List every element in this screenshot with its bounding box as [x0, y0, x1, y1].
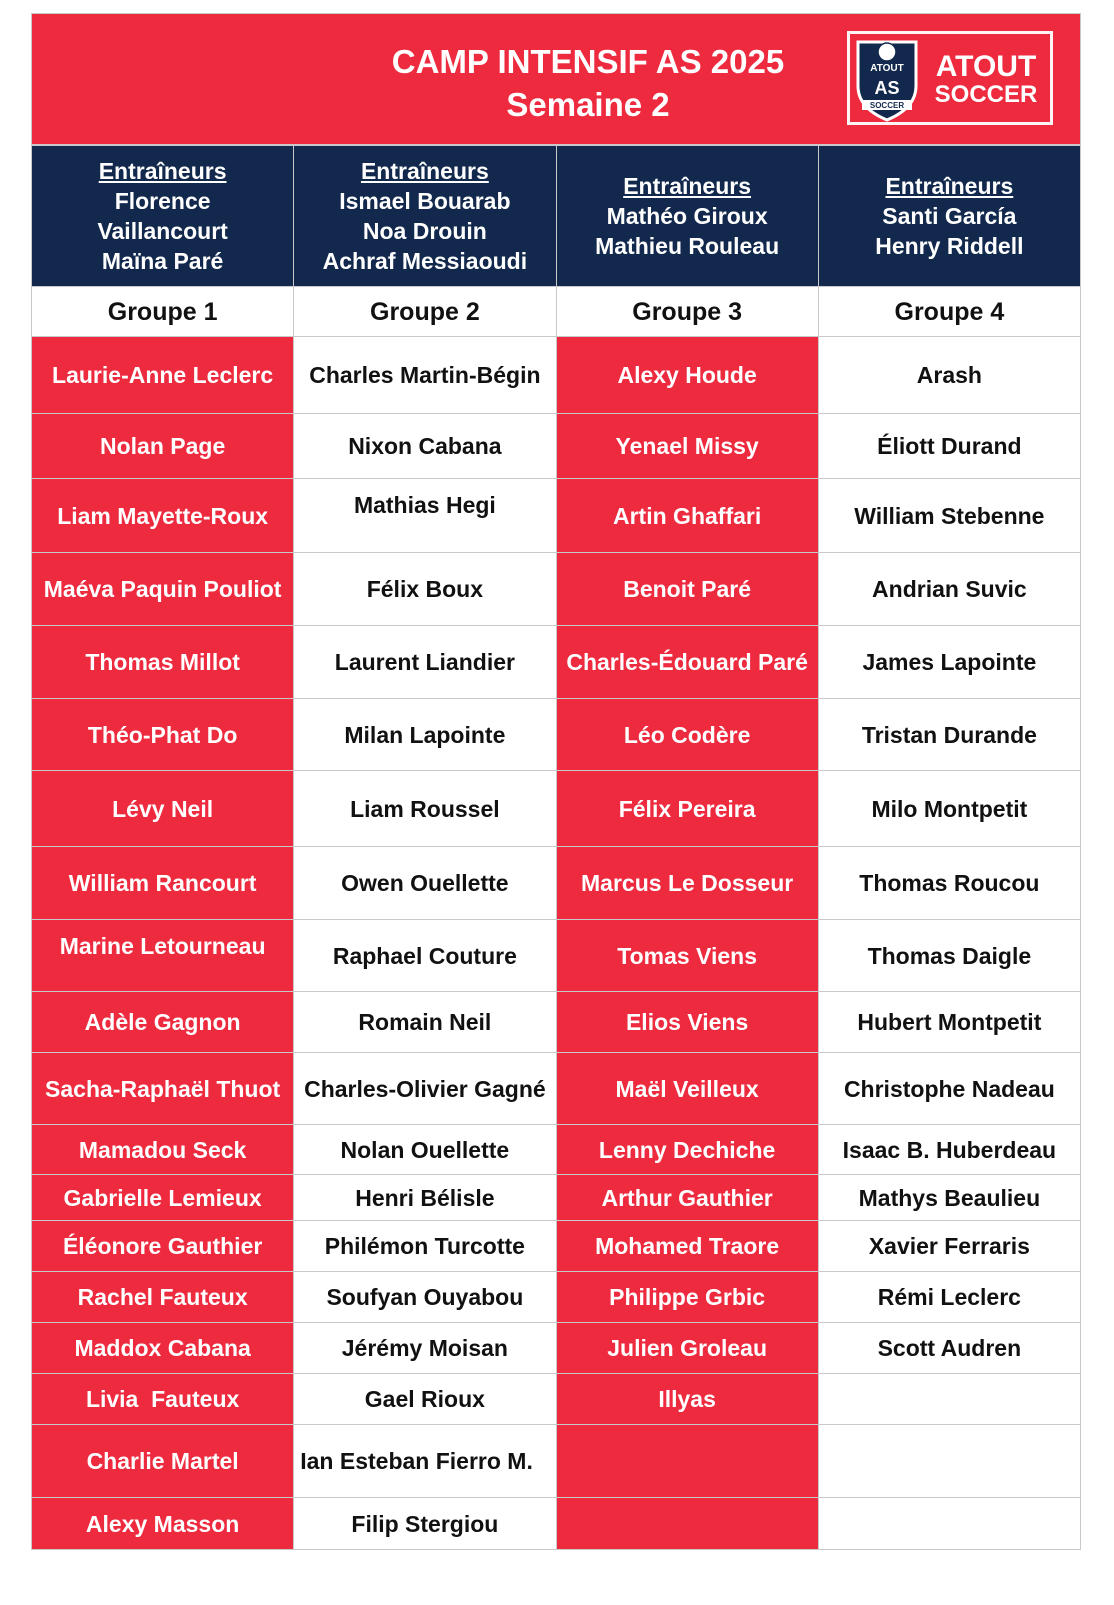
player-cell: Hubert Montpetit [818, 992, 1080, 1053]
player-cell: Liam Roussel [294, 771, 556, 847]
logo-badge-bottom: SOCCER [869, 101, 905, 110]
player-cell: Alexy Houde [556, 337, 818, 414]
player-cell: Rémi Leclerc [818, 1272, 1080, 1323]
coach-cell-group-4 [818, 146, 1080, 287]
logo-badge-top: ATOUT [870, 63, 904, 74]
player-row [32, 992, 1081, 1053]
roster-table [31, 145, 1081, 1550]
group-header-3: Groupe 3 [556, 287, 818, 337]
coach-heading: Entraîneurs [98, 158, 227, 184]
player-cell: Thomas Daigle [818, 920, 1080, 992]
player-cell: Marcus Le Dosseur [556, 847, 818, 920]
player-cell: Illyas [556, 1374, 818, 1425]
player-cell [818, 1374, 1080, 1425]
player-cell: Livia Fauteux [32, 1374, 294, 1425]
coach-heading: Entraîneurs [885, 173, 1014, 199]
player-row [32, 847, 1081, 920]
player-row [32, 920, 1081, 992]
player-row [32, 1323, 1081, 1374]
player-cell: Marine Letourneau [32, 920, 294, 992]
player-cell: Léo Codère [556, 699, 818, 771]
player-row [32, 1175, 1081, 1221]
player-row [32, 626, 1081, 699]
player-cell: Gael Rioux [294, 1374, 556, 1425]
coach-cell-group-1 [32, 146, 294, 287]
player-cell: Elios Viens [556, 992, 818, 1053]
player-cell: Sacha-Raphaël Thuot [32, 1053, 294, 1125]
coach-heading: Entraîneurs [360, 158, 489, 184]
player-cell: Arash [818, 337, 1080, 414]
player-cell [556, 1498, 818, 1550]
player-cell: Théo-Phat Do [32, 699, 294, 771]
player-row [32, 1125, 1081, 1175]
player-cell: Charles-Olivier Gagné [294, 1053, 556, 1125]
player-cell: Félix Boux [294, 553, 556, 626]
player-cell: Maéva Paquin Pouliot [32, 553, 294, 626]
coach-cell-group-2 [294, 146, 556, 287]
player-cell: Charles-Édouard Paré [556, 626, 818, 699]
player-cell: Filip Stergiou [294, 1498, 556, 1550]
player-cell: Éléonore Gauthier [32, 1221, 294, 1272]
title-line-1: CAMP INTENSIF AS 2025 [391, 43, 785, 80]
coach-name: Mathieu Rouleau [595, 233, 780, 259]
player-row [32, 699, 1081, 771]
player-row [32, 414, 1081, 479]
player-cell: Xavier Ferraris [818, 1221, 1080, 1272]
player-cell: William Stebenne [818, 479, 1080, 553]
player-cell: Mohamed Traore [556, 1221, 818, 1272]
player-cell: Nolan Ouellette [294, 1125, 556, 1175]
player-cell: Lenny Dechiche [556, 1125, 818, 1175]
player-cell: Lévy Neil [32, 771, 294, 847]
player-row [32, 553, 1081, 626]
player-cell: Milan Lapointe [294, 699, 556, 771]
player-cell: Isaac B. Huberdeau [818, 1125, 1080, 1175]
coach-name: Maïna Paré [101, 248, 224, 274]
atout-soccer-logo [844, 28, 1056, 128]
player-cell: Félix Pereira [556, 771, 818, 847]
player-cell: William Rancourt [32, 847, 294, 920]
player-cell [818, 1498, 1080, 1550]
player-cell: Ian Esteban Fierro M. [294, 1425, 556, 1498]
player-row [32, 1272, 1081, 1323]
group-header-2: Groupe 2 [294, 287, 556, 337]
player-cell: Tomas Viens [556, 920, 818, 992]
player-cell: James Lapointe [818, 626, 1080, 699]
coach-heading: Entraîneurs [623, 173, 752, 199]
player-cell: Julien Groleau [556, 1323, 818, 1374]
coach-name: Santi García [882, 203, 1017, 229]
player-row [32, 1374, 1081, 1425]
groups-row [32, 287, 1081, 337]
player-cell: Owen Ouellette [294, 847, 556, 920]
player-cell: Soufyan Ouyabou [294, 1272, 556, 1323]
player-cell: Charlie Martel [32, 1425, 294, 1498]
player-row [32, 1221, 1081, 1272]
player-cell: Maël Veilleux [556, 1053, 818, 1125]
player-row [32, 1498, 1081, 1550]
player-cell: Gabrielle Lemieux [32, 1175, 294, 1221]
roster-sheet [31, 13, 1081, 1550]
player-cell: Artin Ghaffari [556, 479, 818, 553]
player-cell: Arthur Gauthier [556, 1175, 818, 1221]
player-cell: Romain Neil [294, 992, 556, 1053]
player-cell: Adèle Gagnon [32, 992, 294, 1053]
player-cell: Mamadou Seck [32, 1125, 294, 1175]
coach-name: Vaillancourt [97, 218, 228, 244]
group-header-1: Groupe 1 [32, 287, 294, 337]
player-row [32, 1425, 1081, 1498]
player-cell: Philémon Turcotte [294, 1221, 556, 1272]
logo-badge-letters: AS [874, 78, 900, 98]
player-cell: Nolan Page [32, 414, 294, 479]
player-cell: Liam Mayette-Roux [32, 479, 294, 553]
coach-name: Florence [114, 188, 211, 214]
player-cell: Alexy Masson [32, 1498, 294, 1550]
coach-name: Achraf Messiaoudi [322, 248, 528, 274]
player-cell: Yenael Missy [556, 414, 818, 479]
coach-name: Mathéo Giroux [606, 203, 768, 229]
player-cell: Henri Bélisle [294, 1175, 556, 1221]
player-cell: Scott Audren [818, 1323, 1080, 1374]
coach-name: Ismael Bouarab [339, 188, 511, 214]
player-cell: Christophe Nadeau [818, 1053, 1080, 1125]
player-cell: Éliott Durand [818, 414, 1080, 479]
player-cell: Mathias Hegi [294, 479, 556, 553]
player-cell: Maddox Cabana [32, 1323, 294, 1374]
player-cell: Tristan Durande [818, 699, 1080, 771]
player-cell: Jérémy Moisan [294, 1323, 556, 1374]
player-cell [818, 1425, 1080, 1498]
player-cell: Charles Martin-Bégin [294, 337, 556, 414]
coach-name: Henry Riddell [875, 233, 1024, 259]
player-cell: Laurie-Anne Leclerc [32, 337, 294, 414]
player-cell: Nixon Cabana [294, 414, 556, 479]
group-header-4: Groupe 4 [818, 287, 1080, 337]
player-cell [556, 1425, 818, 1498]
coach-name: Noa Drouin [362, 218, 487, 244]
player-row [32, 771, 1081, 847]
player-cell: Raphael Couture [294, 920, 556, 992]
player-cell: Milo Montpetit [818, 771, 1080, 847]
player-row [32, 1053, 1081, 1125]
player-cell: Thomas Roucou [818, 847, 1080, 920]
logo-wordmark-line-1: ATOUT [935, 50, 1037, 83]
player-cell: Thomas Millot [32, 626, 294, 699]
player-row [32, 479, 1081, 553]
page-title [242, 40, 934, 126]
coaches-row [32, 146, 1081, 287]
coach-cell-group-3 [556, 146, 818, 287]
player-cell: Benoit Paré [556, 553, 818, 626]
player-cell: Rachel Fauteux [32, 1272, 294, 1323]
title-line-2: Semaine 2 [506, 86, 670, 123]
player-cell: Andrian Suvic [818, 553, 1080, 626]
player-cell: Philippe Grbic [556, 1272, 818, 1323]
logo-wordmark-line-2: SOCCER [934, 81, 1038, 108]
player-cell: Mathys Beaulieu [818, 1175, 1080, 1221]
header-banner [31, 13, 1081, 145]
player-cell: Laurent Liandier [294, 626, 556, 699]
player-row [32, 337, 1081, 414]
